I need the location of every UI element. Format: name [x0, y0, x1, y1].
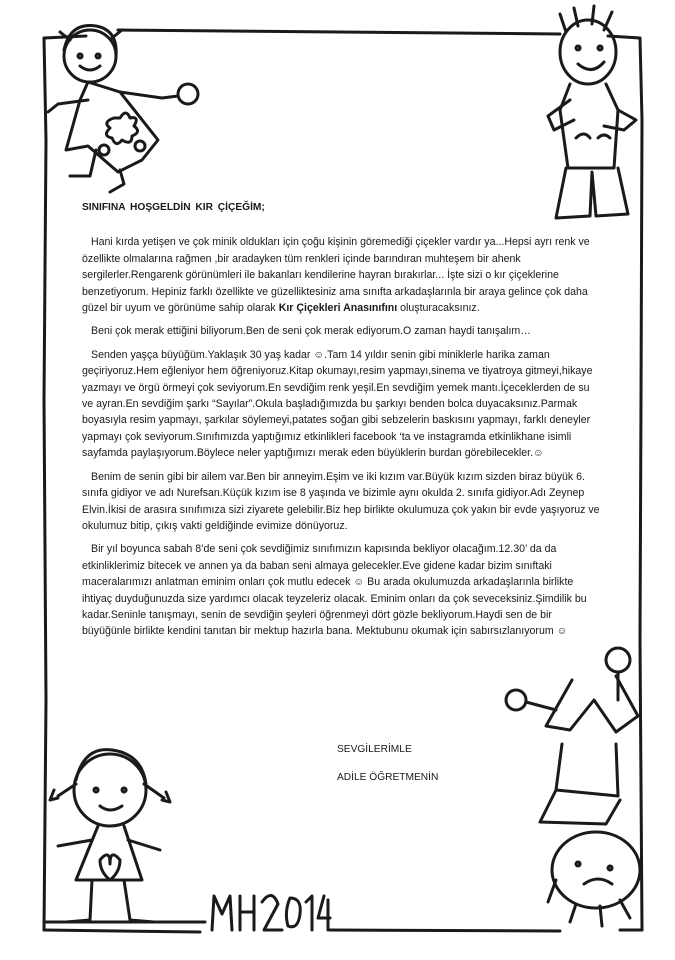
closing-text: SEVGİLERİMLE	[337, 744, 412, 755]
signature-text: ADİLE ÖĞRETMENİN	[337, 772, 439, 783]
artist-mark-signature	[212, 895, 330, 930]
frame-bottom-line	[44, 930, 642, 932]
paragraph-1-text: Hani kırda yetişen ve çok minik oldukları için çoğu kişinin göremediği çiçekler vardır ya...Hepsi ayrı renk ve özellikte olmalarına rağmen ,bir aradayken tüm renkleri içinde barındıran muhteşem bir ahenk sergilerler.Rengarenk görünümleri ile bakanları kendilerine hayran bırakırlar... İşte sizi o kır çiçeklerine benzetiyorum. Hepiniz farklı özellikte ve güzelliktesiniz ama sınıfta arkadaşlarınla bir araya gelince çok daha güzel bir uyum ve görünüme sahip olarak	[82, 236, 590, 315]
frame-left-line	[44, 38, 46, 930]
girl-top-left-drawing	[48, 26, 198, 193]
paragraph-1	[82, 234, 600, 316]
child-bottom-right-drawing	[506, 648, 640, 926]
paragraph-5: Bir yıl boyunca sabah 8’de seni çok sevdiğimiz sınıfımızın kapısında bekliyor olacağım.12.30’ da da etkinliklerimiz bitecek ve annen ya da baban seni almaya gelecekler.Eve gidene kadar bizim sınıftaki maceralarımızı anlatman eminim onları çok mutlu edecek ☺ Bu arada okulumuzda arkadaşlarınla birlikte ihtiyaç duyduğunuzda size yardımcı olacak teyzeleriz olacak. Eminim onları da çok seveceksiniz.Şimdilik bu kadar.Seninle tanışmayı, senin de sevdiğin şeyleri öğrenmeyi dört gözle bekliyorum.Haydi sen de bir büyüğünle birlikte kendini tanıtan bir mektup hazırla bana. Mektubunu okumak için sabırsızlanıyorum ☺	[82, 543, 587, 638]
paragraph-4: Benim de senin gibi bir ailem var.Ben bir anneyim.Eşim ve iki kızım var.Büyük kızım sizden biraz büyük 6. sınıfa gidiyor ve adı Nurefsan.Küçük kızım ise 8 yaşında ve bizimle aynı okulda 2. sınıfa gidiyor.Adı Zeynep Elvin.İkisi de arasıra sınıfımıza sizi ziyarete gelebilir.Biz hep birlikte okulumuza çok yakın bir evde yaşıyoruz ve okulumuz bitip, çıkış vakti geldiğinde evimize dönüyoruz.	[82, 470, 600, 532]
letter-title: SINIFINA HOŞGELDİN KIR ÇİÇEĞİM;	[82, 202, 265, 213]
paragraph-1-end: oluşturacaksınız.	[397, 302, 480, 315]
letter-body	[82, 200, 600, 647]
class-name-bold: Kır Çiçekleri Anasınıfını	[278, 302, 398, 315]
frame-right-line	[640, 38, 642, 930]
girl-bottom-left-drawing	[50, 750, 170, 922]
paragraph-2: Beni çok merak ettiğini biliyorum.Ben de seni çok merak ediyorum.O zaman haydi tanışalım…	[91, 325, 531, 338]
frame-top-line	[44, 30, 640, 38]
paragraph-3: Senden yaşça büyüğüm.Yaklaşık 30 yaş kadar ☺.Tam 14 yıldır senin gibi miniklerle harika zaman geçiriyoruz.Hem eğleniyor hem öğreniyoruz.Kitap okumayı,resim yapmayı,sinema ve tiyatroya gitmeyi,hikaye yazmayı ve örgü örmeyi çok seviyorum.En sevdiğim renk yeşil.En sevdiğim yemek mantı.İçeceklerden de su ve ayran.En sevdiğim şarkı “Sayılar”.Okula başladığımızda bu şarkıyı benden bolca duyacaksınız.Parmak boyasıyla resim yapmayı, şarkılar söylemeyi,patates soğan gibi sebzelerin baskısını yapmayı, farklı deneyler yapmayı çok seviyorum.Sınıfımızda yaptığımız etkinlikleri facebook ‘ta ve instagramda etkinlikhane isimli sayfamda paylaşıyorum.Böylece neler yaptığımızı merak eden büyüklerin burdan görebilecekler.☺	[82, 348, 593, 460]
signature-block	[337, 736, 438, 792]
